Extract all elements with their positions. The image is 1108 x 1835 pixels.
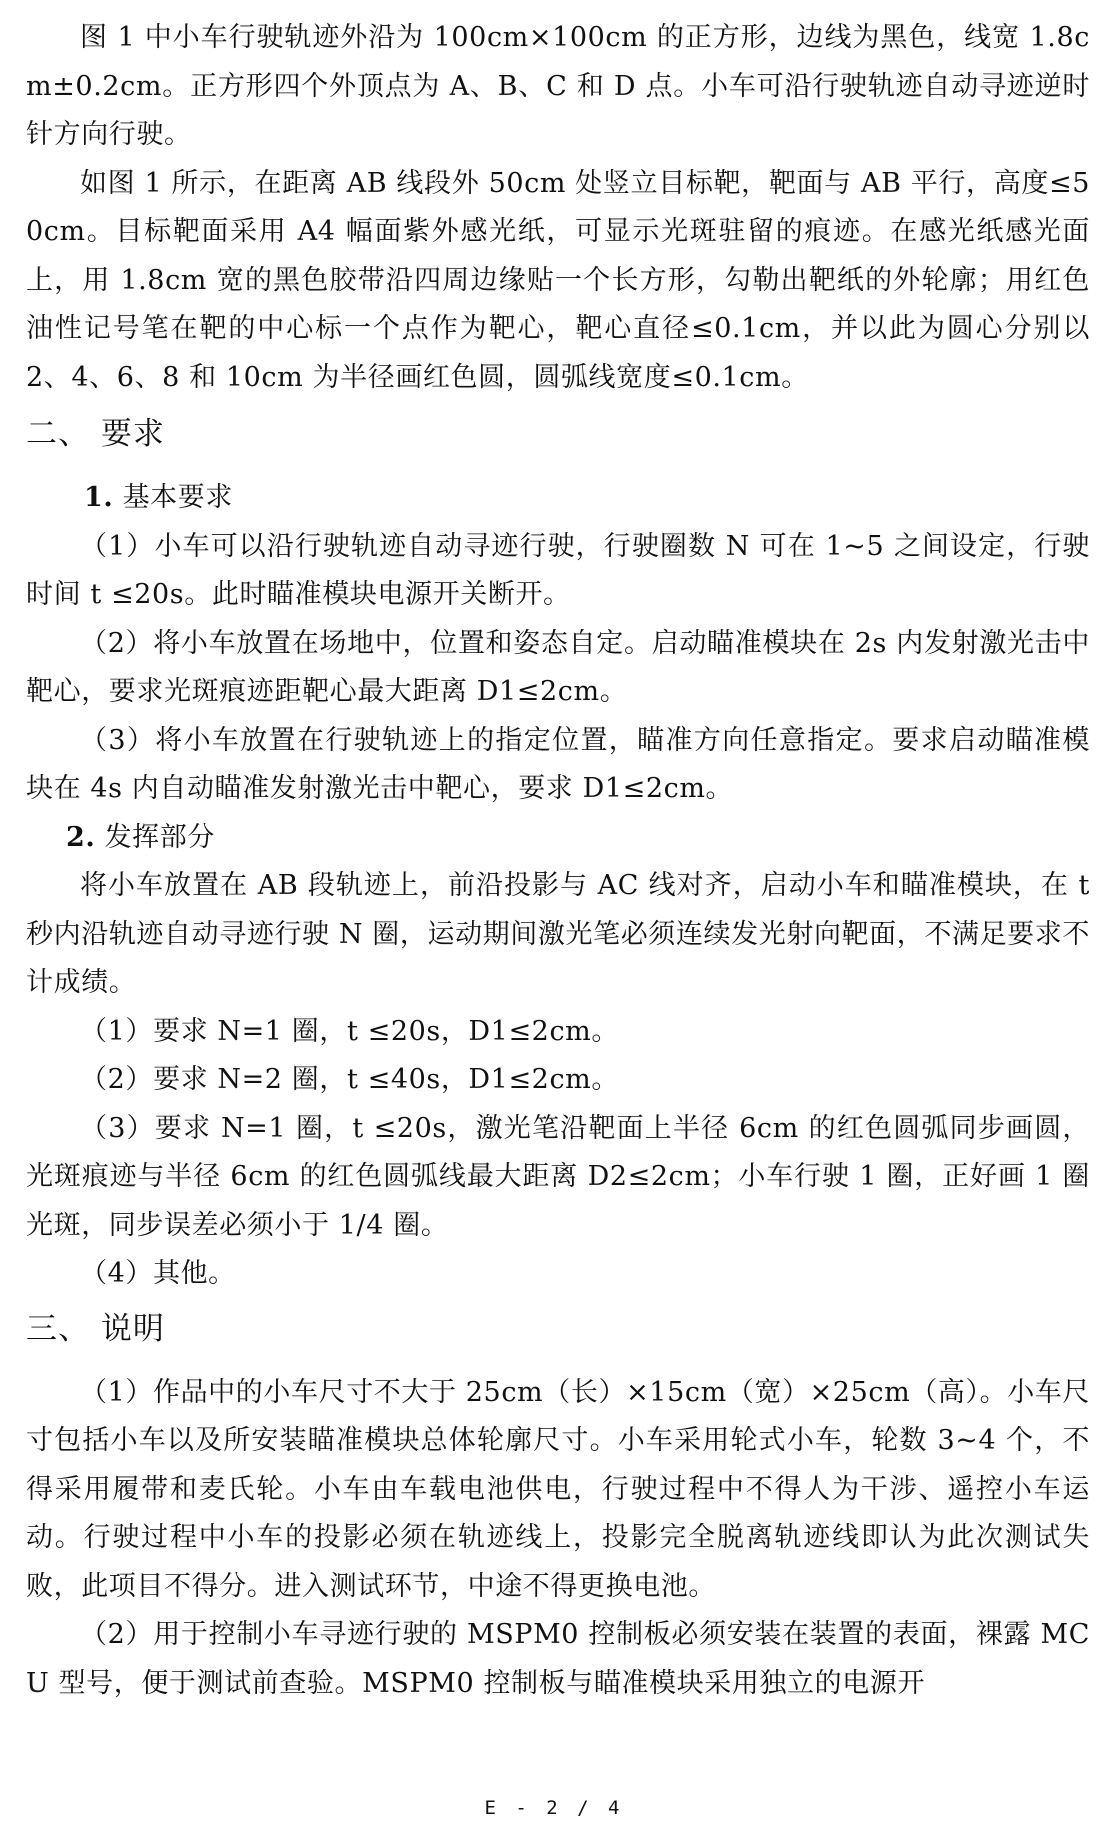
page-number: E - 2 / 4: [484, 1797, 624, 1819]
subsection-number: 1.: [84, 482, 114, 513]
intro-paragraph-1: 图 1 中小车行驶轨迹外沿为 100cm×100cm 的正方形，边线为黑色，线宽 1.8cm±0.2cm。正方形四个外顶点为 A、B、C 和 D 点。小车可沿行驶轨迹自动寻迹逆时针方向行驶。: [26, 22, 1090, 150]
subsection-heading-advanced: [26, 814, 1090, 863]
subsection-number: 2.: [66, 821, 96, 853]
advanced-requirement-1: （1）要求 N=1 圈，t ≤20s，D1≤2cm。: [80, 1015, 619, 1047]
advanced-requirement-4: （4）其他。: [80, 1258, 236, 1289]
basic-requirement-3: （3）将小车放置在行驶轨迹上的指定位置，瞄准方向任意指定。要求启动瞄准模块在 4s 内自动瞄准发射激光击中靶心，要求 D1≤2cm。: [26, 724, 1090, 804]
intro-paragraph-2: 如图 1 所示，在距离 AB 线段外 50cm 处竖立目标靶，靶面与 AB 平行，高度≤50cm。目标靶面采用 A4 幅面紫外感光纸，可显示光斑驻留的痕迹。在感光纸感光面上，用 1.8cm 宽的黑色胶带沿四周边缘贴一个长方形，勾勒出靶纸的外轮廓；用红色油性记号笔在靶的中心标一个点作为靶心，靶心直径≤0.1cm，并以此为圆心分别以 2、4、6、8 和 10cm 为半径画红色圆，圆弧线宽度≤0.1cm。: [26, 167, 1090, 393]
document-page: [26, 14, 1090, 1708]
advanced-requirement-3: （3）要求 N=1 圈，t ≤20s，激光笔沿靶面上半径 6cm 的红色圆弧同步画圆，光斑痕迹与半径 6cm 的红色圆弧线最大距离 D2≤2cm；小车行驶 1 圈，正好画 1 圈光斑，同步误差必须小于 1/4 圈。: [26, 1112, 1090, 1241]
subsection-title: 基本要求: [122, 482, 233, 513]
section-heading-requirements: 二、 要求: [26, 416, 165, 452]
advanced-intro: 将小车放置在 AB 段轨迹上，前沿投影与 AC 线对齐，启动小车和瞄准模块，在 t 秒内沿轨迹自动寻迹行驶 N 圈，运动期间激光笔必须连续发光射向靶面，不满足要求不计成绩。: [26, 870, 1090, 998]
subsection-heading-basic: [26, 474, 1090, 523]
note-1: （1）作品中的小车尺寸不大于 25cm（长）×15cm（宽）×25cm（高）。小车尺寸包括小车以及所安装瞄准模块总体轮廓尺寸。小车采用轮式小车，轮数 3~4 个，不得采用履带和麦氏轮。小车由车载电池供电，行驶过程中不得人为干涉、遥控小车运动。行驶过程中小车的投影必须在轨迹线上，投影完全脱离轨迹线即认为此次测试失败，此项目不得分。进入测试环节，中途不得更换电池。: [26, 1376, 1090, 1602]
subsection-title: 发挥部分: [104, 821, 215, 853]
note-2: （2）用于控制小车寻迹行驶的 MSPM0 控制板必须安装在装置的表面，裸露 MCU 型号，便于测试前查验。MSPM0 控制板与瞄准模块采用独立的电源开: [26, 1619, 1090, 1699]
basic-requirement-2: （2）将小车放置在场地中，位置和姿态自定。启动瞄准模块在 2s 内发射激光击中靶心，要求光斑痕迹距靶心最大距离 D1≤2cm。: [26, 627, 1090, 707]
basic-requirement-1: （1）小车可以沿行驶轨迹自动寻迹行驶，行驶圈数 N 可在 1~5 之间设定，行驶时间 t ≤20s。此时瞄准模块电源开关断开。: [26, 530, 1090, 610]
advanced-requirement-2: （2）要求 N=2 圈，t ≤40s，D1≤2cm。: [80, 1064, 619, 1095]
section-heading-notes: 三、 说明: [26, 1310, 165, 1347]
